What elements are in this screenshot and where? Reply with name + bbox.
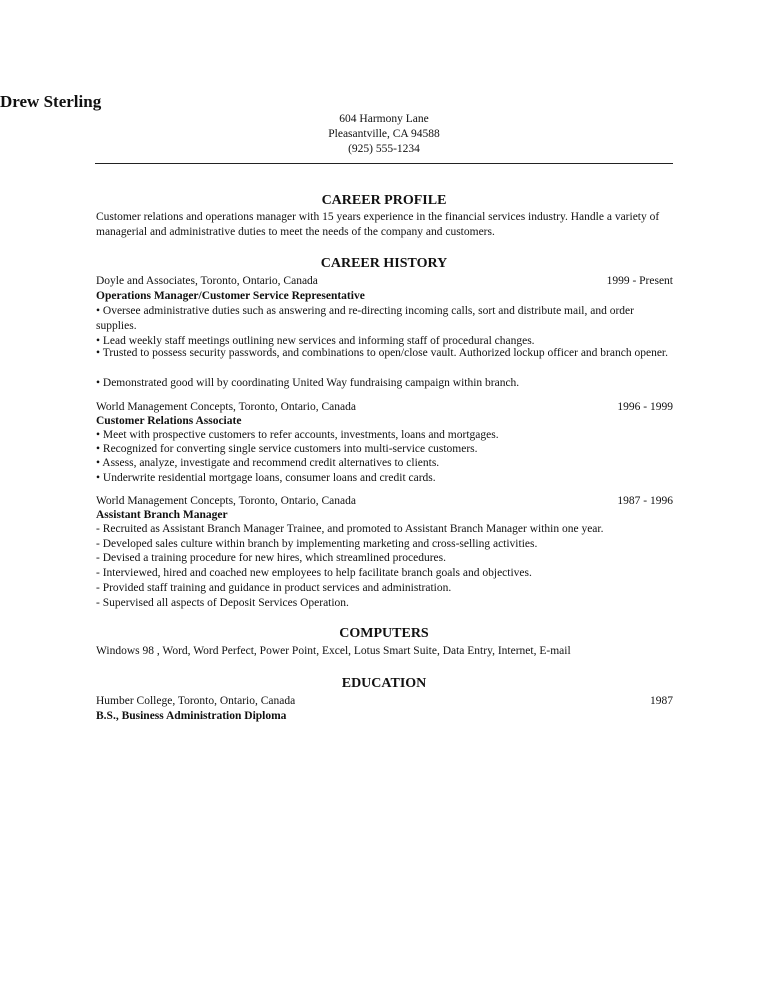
career-history-heading: CAREER HISTORY	[320, 256, 448, 271]
job-3-item-5: - Provided staff training and guidance in product services and administration.	[96, 582, 452, 594]
career-profile-heading: CAREER PROFILE	[321, 193, 447, 208]
job-3-item-6: - Supervised all aspects of Deposit Services Operation.	[96, 597, 349, 609]
career-profile-text: Customer relations and operations manager with 15 years experience in the financial services industry. Handle a variety of managerial and administrative duties to meet the needs of the company and customers.	[96, 211, 660, 238]
job-2-position: Customer Relations Associate	[96, 415, 242, 427]
job-2-header	[96, 400, 673, 415]
computers-text: Windows 98 , Word, Word Perfect, Power Point, Excel, Lotus Smart Suite, Data Entry, Internet, E-mail	[96, 645, 571, 657]
job-1-header	[96, 274, 673, 289]
job-2-item-1: • Meet with prospective customers to refer accounts, investments, loans and mortgages.	[96, 429, 499, 441]
job-3-item-3: - Devised a training procedure for new hires, which streamlined procedures.	[96, 552, 446, 564]
job-3-header	[96, 494, 673, 509]
job-3-dates: 1987 - 1996	[617, 495, 673, 507]
applicant-name: Drew Sterling	[0, 92, 102, 111]
job-3-item-2: - Developed sales culture within branch by implementing marketing and cross-selling activities.	[96, 538, 538, 550]
phone-number: (925) 555-1234	[348, 143, 420, 155]
job-1-item-4: • Demonstrated good will by coordinating United Way fundraising campaign within branch.	[96, 377, 520, 389]
job-1-position: Operations Manager/Customer Service Representative	[96, 290, 365, 302]
header-divider	[95, 163, 673, 164]
education-school: Humber College, Toronto, Ontario, Canada	[96, 695, 296, 707]
education-header	[96, 694, 673, 709]
job-2-dates: 1996 - 1999	[617, 401, 673, 413]
address-line-1: 604 Harmony Lane	[339, 113, 429, 125]
job-2-item-2: • Recognized for converting single service customers into multi-service customers.	[96, 443, 478, 455]
job-1-item-1: • Oversee administrative duties such as answering and re-directing incoming calls, sort and distribute mail, and order supplies.	[96, 305, 634, 332]
job-2-item-3: • Assess, analyze, investigate and recommend credit alternatives to clients.	[96, 457, 440, 469]
address-line-2: Pleasantville, CA 94588	[328, 128, 440, 140]
job-2-employer: World Management Concepts, Toronto, Ontario, Canada	[96, 401, 356, 413]
job-1-item-3: • Trusted to possess security passwords, and combinations to open/close vault. Authorized lockup officer and branch opener.	[96, 347, 669, 359]
job-2-item-4: • Underwrite residential mortgage loans, consumer loans and credit cards.	[96, 472, 436, 484]
education-heading: EDUCATION	[341, 676, 427, 691]
computers-heading: COMPUTERS	[339, 626, 429, 641]
job-1-item-2: • Lead weekly staff meetings outlining new services and informing staff of procedural changes.	[96, 335, 535, 347]
job-3-item-1: - Recruited as Assistant Branch Manager Trainee, and promoted to Assistant Branch Manager within one year.	[96, 523, 604, 535]
job-3-item-4: - Interviewed, hired and coached new employees to help facilitate branch goals and objectives.	[96, 567, 532, 579]
job-3-position: Assistant Branch Manager	[96, 509, 228, 521]
job-1-dates: 1999 - Present	[606, 275, 673, 287]
job-3-employer: World Management Concepts, Toronto, Ontario, Canada	[96, 495, 356, 507]
education-degree: B.S., Business Administration Diploma	[96, 710, 287, 722]
education-year: 1987	[650, 695, 673, 707]
job-1-employer: Doyle and Associates, Toronto, Ontario, Canada	[96, 275, 318, 287]
